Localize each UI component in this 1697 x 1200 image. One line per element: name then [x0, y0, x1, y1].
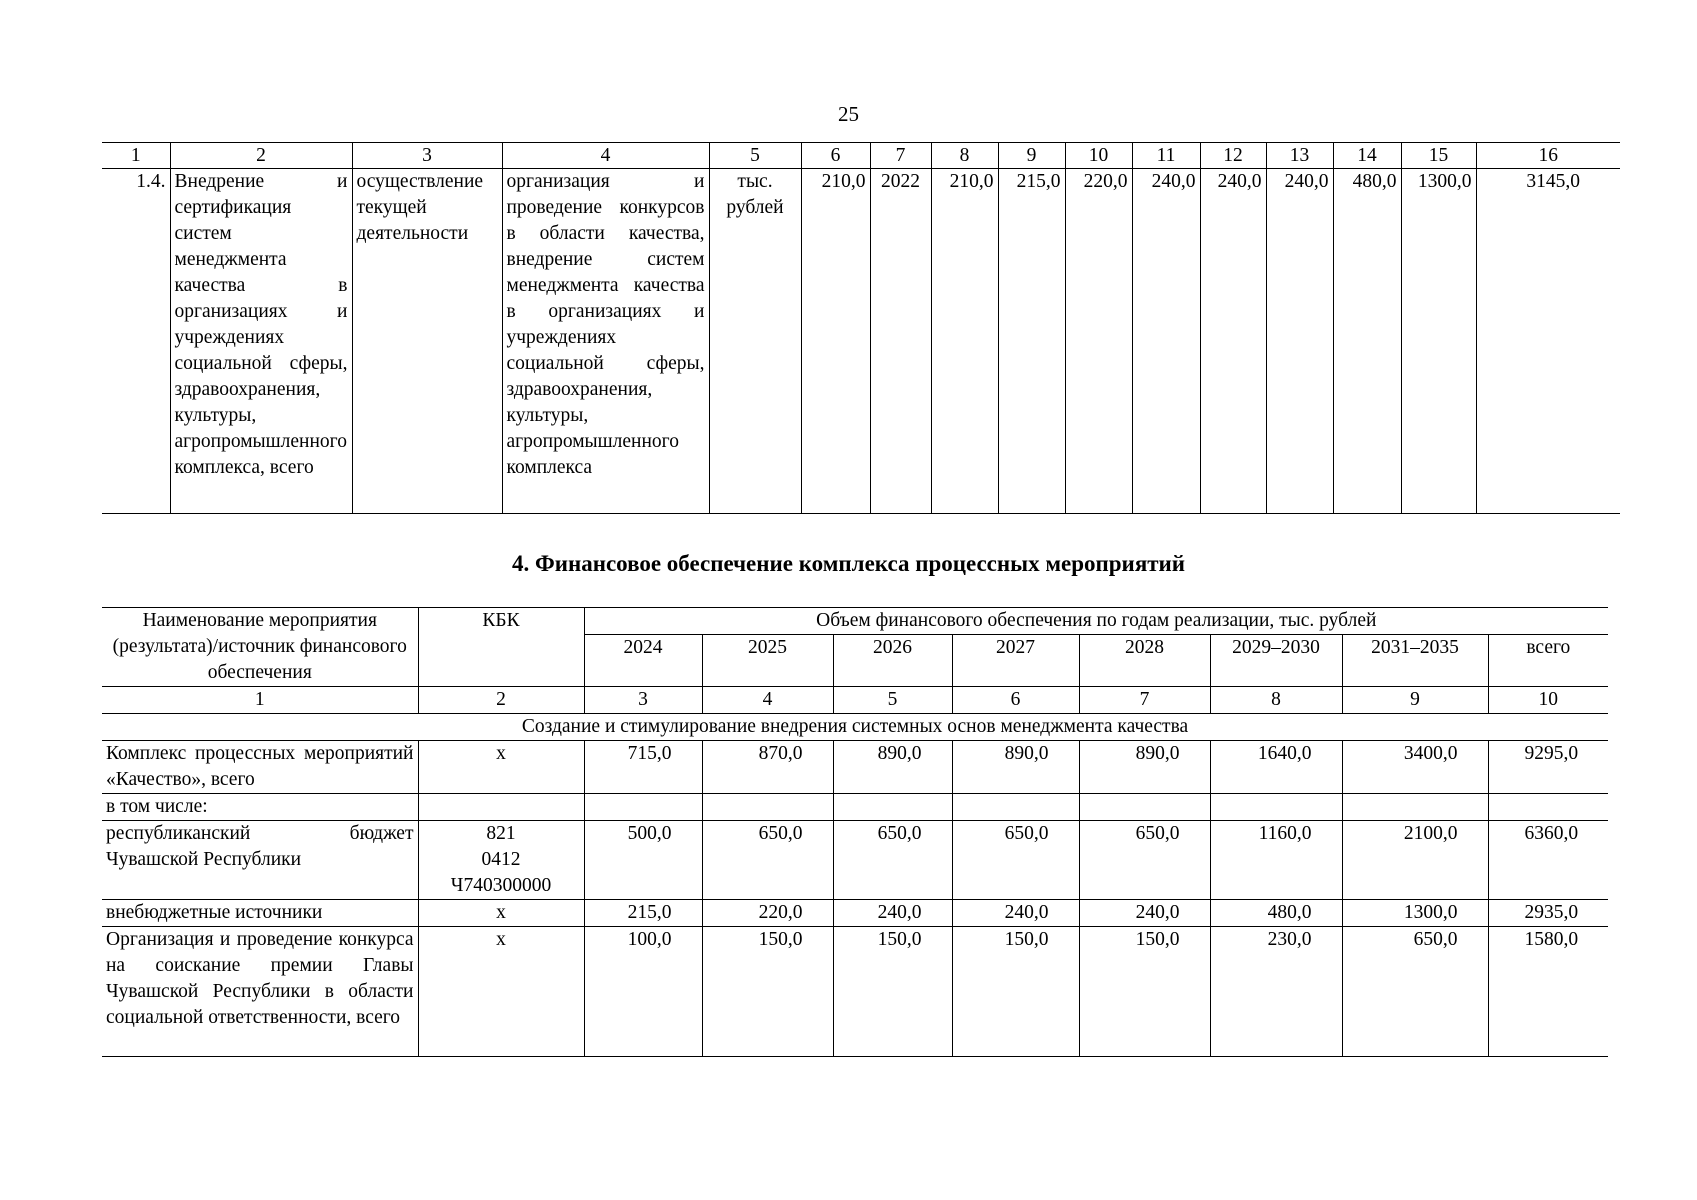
total-cell: 9295,0: [1488, 741, 1608, 794]
value-cell: [1079, 794, 1210, 821]
value-cell: 650,0: [833, 821, 952, 900]
value-cell: 650,0: [702, 821, 833, 900]
column-number: 6: [952, 687, 1079, 714]
row-name: внебюджетные источники: [102, 900, 418, 927]
table-row: [102, 927, 1608, 1057]
row-name: республиканский бюджет Чувашской Республики: [102, 821, 418, 900]
item-type: осуществление текущей деятельности: [352, 169, 502, 514]
header-volume: Объем финансового обеспечения по годам реализации, тыс. рублей: [584, 608, 1608, 635]
value-cell: 215,0: [584, 900, 702, 927]
value-cell: 2100,0: [1342, 821, 1488, 900]
column-number: 4: [502, 143, 709, 169]
value-cell: 715,0: [584, 741, 702, 794]
group-title: Создание и стимулирование внедрения системных основ менеджмента качества: [102, 714, 1608, 741]
kbk-cell: x: [418, 927, 584, 1057]
value-cell: 215,0: [998, 169, 1065, 514]
item-number: 1.4.: [102, 169, 170, 514]
column-number: 16: [1476, 143, 1620, 169]
column-number: 3: [352, 143, 502, 169]
year-header: 2029–2030: [1210, 635, 1342, 687]
total-cell: 1580,0: [1488, 927, 1608, 1057]
value-cell: 3400,0: [1342, 741, 1488, 794]
value-cell: 220,0: [702, 900, 833, 927]
column-number: 10: [1065, 143, 1132, 169]
total-cell: 6360,0: [1488, 821, 1608, 900]
value-cell: 1640,0: [1210, 741, 1342, 794]
row-name: Организация и проведение конкурса на соискание премии Главы Чувашской Республики в области социальной ответственности, всего: [102, 927, 418, 1057]
header-row: [102, 608, 1608, 635]
year-header: 2028: [1079, 635, 1210, 687]
value-cell: [952, 794, 1079, 821]
value-cell: 890,0: [952, 741, 1079, 794]
column-number: 3: [584, 687, 702, 714]
column-number: 6: [801, 143, 870, 169]
value-cell: 240,0: [833, 900, 952, 927]
column-number: 10: [1488, 687, 1608, 714]
year-header: всего: [1488, 635, 1608, 687]
value-cell: 650,0: [952, 821, 1079, 900]
value-cell: 150,0: [833, 927, 952, 1057]
value-cell: 220,0: [1065, 169, 1132, 514]
kbk-cell: x: [418, 900, 584, 927]
column-number: 1: [102, 143, 170, 169]
table-header-row: [102, 143, 1620, 169]
column-number: 14: [1333, 143, 1401, 169]
value-cell: 1300,0: [1401, 169, 1476, 514]
value-cell: [833, 794, 952, 821]
value-cell: 890,0: [1079, 741, 1210, 794]
column-number: 9: [1342, 687, 1488, 714]
year-header: 2024: [584, 635, 702, 687]
measures-table: [102, 142, 1620, 514]
header-kbk: КБК: [418, 608, 584, 687]
value-cell: 240,0: [952, 900, 1079, 927]
column-number: 5: [709, 143, 801, 169]
value-cell: 150,0: [952, 927, 1079, 1057]
value-cell: 240,0: [1266, 169, 1333, 514]
value-cell: 890,0: [833, 741, 952, 794]
column-number: 5: [833, 687, 952, 714]
column-number: 1: [102, 687, 418, 714]
total-cell: 2935,0: [1488, 900, 1608, 927]
value-cell: 230,0: [1210, 927, 1342, 1057]
value-cell: 150,0: [702, 927, 833, 1057]
table-row: [102, 741, 1608, 794]
year-header: 2031–2035: [1342, 635, 1488, 687]
total-cell: 3145,0: [1476, 169, 1620, 514]
row-name: Комплекс процессных мероприятий «Качество», всего: [102, 741, 418, 794]
header-name: Наименование мероприятия (результата)/источник финансового обеспечения: [102, 608, 418, 687]
kbk-cell: x: [418, 741, 584, 794]
column-numbers-row: [102, 687, 1608, 714]
value-cell: [702, 794, 833, 821]
column-number: 13: [1266, 143, 1333, 169]
column-number: 2: [170, 143, 352, 169]
table-row: [102, 821, 1608, 900]
column-number: 9: [998, 143, 1065, 169]
section-title: 4. Финансовое обеспечение комплекса процессных мероприятий: [511, 551, 1186, 576]
item-description: организация и проведение конкурсов в области качества, внедрение систем менеджмента качества в организациях и учреждениях социальной сферы, здравоохранения, культуры, агропромышленного комплекса: [502, 169, 709, 514]
value-cell: 240,0: [1132, 169, 1200, 514]
group-row: [102, 714, 1608, 741]
column-number: 4: [702, 687, 833, 714]
column-number: 8: [931, 143, 998, 169]
financing-table: [102, 607, 1608, 1057]
value-cell: 480,0: [1333, 169, 1401, 514]
row-name: в том числе:: [102, 794, 418, 821]
value-cell: 650,0: [1079, 821, 1210, 900]
value-cell: 150,0: [1079, 927, 1210, 1057]
value-cell: 1300,0: [1342, 900, 1488, 927]
column-number: 12: [1200, 143, 1266, 169]
column-number: 7: [1079, 687, 1210, 714]
value-cell: [1342, 794, 1488, 821]
page-number: 25: [838, 102, 859, 126]
value-cell: 500,0: [584, 821, 702, 900]
item-name: Внедрение и сертификация систем менеджмента качества в организациях и учреждениях социальной сферы, здравоохранения, культуры, агропромышленного комплекса, всего: [170, 169, 352, 514]
column-number: 15: [1401, 143, 1476, 169]
kbk-cell: 821 0412 Ч740300000: [418, 821, 584, 900]
table-row: [102, 794, 1608, 821]
column-number: 8: [1210, 687, 1342, 714]
year-header: 2027: [952, 635, 1079, 687]
value-cell: 210,0: [801, 169, 870, 514]
value-cell: 870,0: [702, 741, 833, 794]
value-cell: [584, 794, 702, 821]
kbk-cell: [418, 794, 584, 821]
value-cell: 100,0: [584, 927, 702, 1057]
table-row: [102, 169, 1620, 514]
value-cell: [1210, 794, 1342, 821]
column-number: 11: [1132, 143, 1200, 169]
financing-rows: [102, 741, 1608, 1057]
year-header: 2025: [702, 635, 833, 687]
value-cell: 240,0: [1079, 900, 1210, 927]
value-cell: 650,0: [1342, 927, 1488, 1057]
value-cell: 1160,0: [1210, 821, 1342, 900]
column-number: 2: [418, 687, 584, 714]
table-row: [102, 900, 1608, 927]
year-header: 2026: [833, 635, 952, 687]
value-cell: 210,0: [931, 169, 998, 514]
total-cell: [1488, 794, 1608, 821]
column-number: 7: [870, 143, 931, 169]
year-cell: 2022: [870, 169, 931, 514]
unit: тыс. рублей: [709, 169, 801, 514]
value-cell: 480,0: [1210, 900, 1342, 927]
value-cell: 240,0: [1200, 169, 1266, 514]
